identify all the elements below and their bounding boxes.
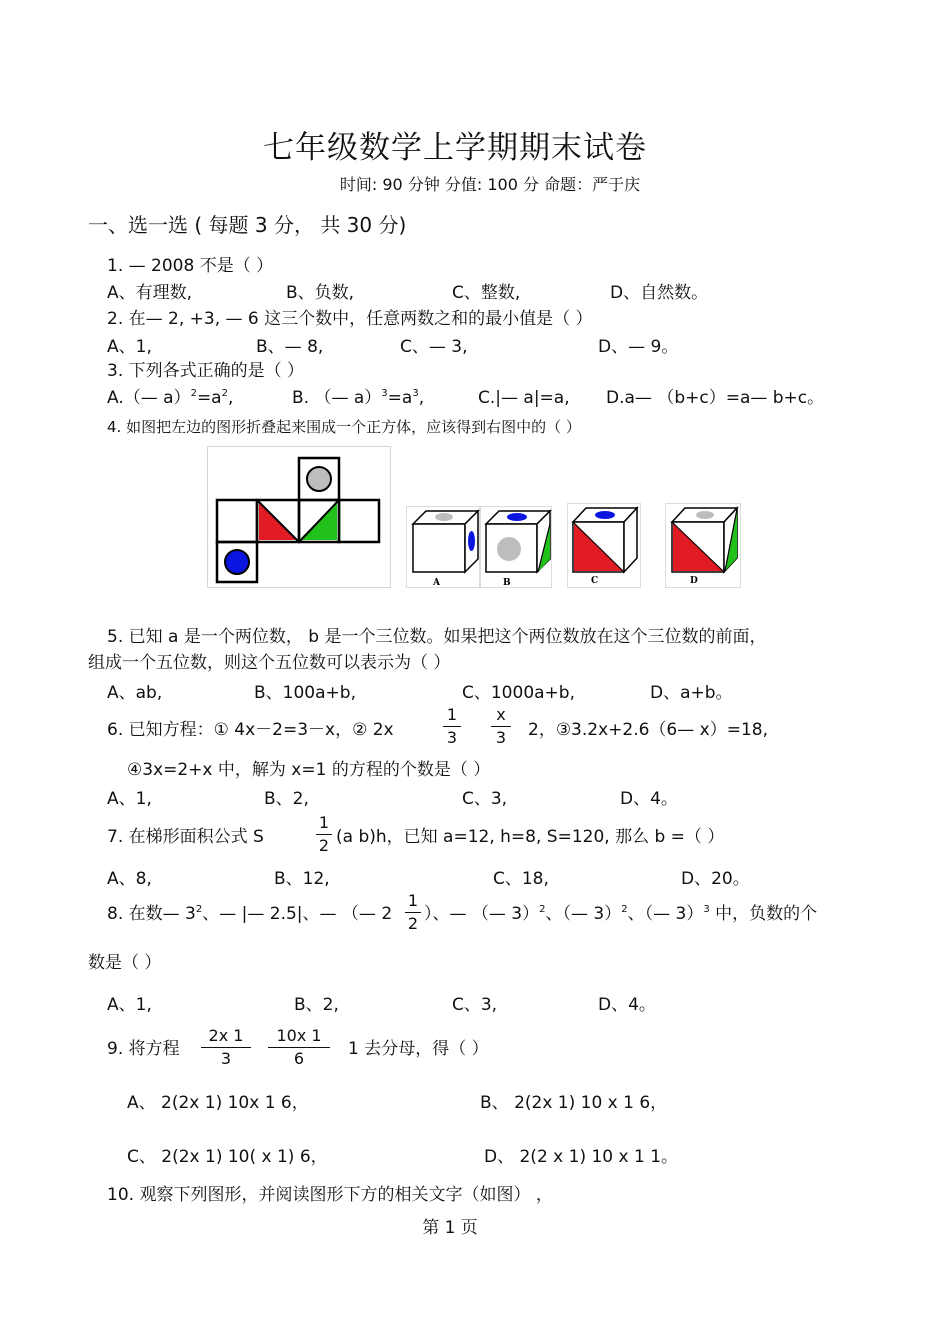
question-2-stem: 2. 在— 2, +3, — 6 这三个数中，任意两数之和的最小值是（ ） bbox=[107, 309, 593, 329]
question-4-stem: 4. 如图把左边的图形折叠起来围成一个正方体，应该得到右图中的（ ） bbox=[107, 418, 581, 436]
cube-a-label: A bbox=[433, 578, 440, 588]
q6-option-c: C、3, bbox=[462, 789, 508, 809]
net-face-1 bbox=[217, 500, 257, 542]
q3b-end: , bbox=[418, 388, 425, 408]
q8-option-d: D、4。 bbox=[598, 995, 656, 1015]
q6-f2-num: x bbox=[496, 705, 506, 724]
question-6-stem: 6. 已知方程：① 4x－2=3－x，② 2x bbox=[107, 720, 394, 740]
q3a-end: , bbox=[227, 388, 234, 408]
cube-a-front bbox=[413, 524, 465, 572]
q6-fraction-2 bbox=[491, 706, 511, 747]
q8-option-c: C、3, bbox=[452, 995, 498, 1015]
net-face-4 bbox=[339, 500, 379, 542]
q6-f1-bar bbox=[443, 726, 461, 727]
question-5-line-2: 组成一个五位数，则这个五位数可以表示为（ ） bbox=[88, 653, 451, 673]
q7-option-a: A、8, bbox=[107, 869, 152, 889]
q8-text-6: 中，负数的个 bbox=[709, 904, 818, 924]
q9-option-d: D、 2(2 x 1) 10 x 1 1。 bbox=[484, 1147, 679, 1167]
cube-d-label: D bbox=[690, 576, 698, 586]
q2-option-d: D、— 9。 bbox=[598, 337, 679, 357]
q9-option-b: B、 2(2x 1) 10 x 1 6， bbox=[480, 1093, 668, 1113]
q8-exp-2: 2 bbox=[539, 904, 546, 915]
question-5-line-1: 5. 已知 a 是一个两位数， b 是一个三位数。如果把这个两位数放在这个三位数的前面， bbox=[107, 627, 767, 647]
net-gray-circle bbox=[307, 467, 331, 491]
q9-f1-num: 2x 1 bbox=[208, 1026, 244, 1045]
cube-net-figure bbox=[207, 446, 391, 588]
q8-bar bbox=[405, 912, 421, 913]
q8-text-3: ）、— （— 3） bbox=[424, 904, 540, 924]
q6-f1-num: 1 bbox=[446, 705, 458, 724]
q8-exp-3: 2 bbox=[621, 904, 628, 915]
question-9-stem: 9. 将方程 bbox=[107, 1039, 180, 1059]
question-8-stem-a bbox=[107, 904, 392, 924]
q8-den: 2 bbox=[407, 914, 419, 933]
cube-a-blue-mark bbox=[468, 531, 475, 551]
q7-bar bbox=[316, 834, 332, 835]
page-number: 第 1 页 bbox=[422, 1218, 478, 1238]
q6-f2-bar bbox=[491, 726, 511, 727]
q9-fraction-2 bbox=[268, 1027, 330, 1068]
q5-option-b: B、100a+b, bbox=[254, 683, 356, 703]
q8-text-5: 、（— 3） bbox=[627, 904, 704, 924]
q9-f2-num: 10x 1 bbox=[276, 1026, 322, 1045]
question-6-stem-end: 2，③3.2x+2.6（6— x）=18, bbox=[528, 720, 768, 740]
cube-d-gray-mark bbox=[696, 511, 714, 519]
q3a-exp2: 2 bbox=[221, 388, 228, 399]
q2-option-b: B、— 8, bbox=[256, 337, 324, 357]
q3a-text: A.（— a） bbox=[107, 388, 191, 408]
section-heading: 一、选一选 ( 每题 3 分， 共 30 分) bbox=[88, 213, 407, 237]
q6-fraction-1 bbox=[443, 706, 461, 747]
q3a-text2: =a bbox=[196, 388, 222, 408]
cube-b-gray-mark bbox=[497, 537, 521, 561]
question-10-stem: 10. 观察下列图形，并阅读图形下方的相关文字（如图） ， bbox=[107, 1185, 553, 1205]
question-7-stem: 7. 在梯形面积公式 S bbox=[107, 827, 264, 847]
q1-option-b: B、负数, bbox=[286, 283, 355, 303]
q6-f2-den: 3 bbox=[495, 728, 507, 747]
q8-option-b: B、2, bbox=[294, 995, 339, 1015]
q3a-exp: 2 bbox=[190, 388, 197, 399]
exam-meta: 时间: 90 分钟 分值: 100 分 命题：严于庆 bbox=[339, 175, 641, 194]
q3-option-c: C.|— a|=a, bbox=[478, 388, 570, 408]
q6-option-a: A、1, bbox=[107, 789, 152, 809]
cube-option-d bbox=[665, 503, 741, 588]
question-9-stem-end: 1 去分母，得（ ） bbox=[348, 1039, 489, 1059]
q3-option-b bbox=[292, 388, 424, 408]
q8-text-1: 8. 在数— 3 bbox=[107, 904, 196, 924]
q8-fraction bbox=[405, 892, 421, 933]
q6-option-b: B、2, bbox=[264, 789, 309, 809]
cube-option-b bbox=[480, 506, 552, 588]
q8-text-2: 、— |— 2.5|、— （— 2 bbox=[202, 904, 393, 924]
q8-option-a: A、1, bbox=[107, 995, 152, 1015]
q2-option-a: A、1, bbox=[107, 337, 152, 357]
q3-option-d: D.a— （b+c）=a— b+c。 bbox=[606, 388, 825, 408]
q1-option-c: C、整数, bbox=[452, 283, 521, 303]
q9-f1-den: 3 bbox=[220, 1049, 232, 1068]
q8-exp-1: 2 bbox=[195, 904, 203, 915]
q7-fraction bbox=[316, 814, 332, 855]
q8-exp-4: 3 bbox=[703, 904, 710, 915]
question-3-stem: 3. 下列各式正确的是（ ） bbox=[107, 361, 305, 381]
q1-option-a: A、有理数, bbox=[107, 283, 193, 303]
q5-option-a: A、ab, bbox=[107, 683, 163, 703]
q7-option-b: B、12, bbox=[274, 869, 330, 889]
q9-f1-bar bbox=[201, 1047, 251, 1048]
q9-fraction-1 bbox=[201, 1027, 251, 1068]
q8-text-4: 、（— 3） bbox=[545, 904, 622, 924]
q9-option-c: C、 2(2x 1) 10( x 1) 6， bbox=[127, 1147, 328, 1167]
q3-option-a bbox=[107, 388, 233, 408]
q7-den: 2 bbox=[318, 836, 330, 855]
q7-num: 1 bbox=[318, 813, 330, 832]
cube-c-blue-mark bbox=[595, 511, 615, 519]
cube-a-gray-mark bbox=[435, 513, 453, 521]
cube-option-a bbox=[406, 506, 480, 588]
cube-b-label: B bbox=[503, 578, 511, 588]
q9-f2-den: 6 bbox=[293, 1049, 305, 1068]
q1-option-d: D、自然数。 bbox=[610, 283, 709, 303]
q6-option-d: D、4。 bbox=[620, 789, 678, 809]
q6-f1-den: 3 bbox=[446, 728, 458, 747]
question-8-line-2: 数是（ ） bbox=[88, 953, 162, 973]
q7-option-d: D、20。 bbox=[681, 869, 750, 889]
q9-f2-bar bbox=[268, 1047, 330, 1048]
cube-option-c bbox=[567, 503, 641, 588]
question-6-line-2: ④3x=2+x 中，解为 x=1 的方程的个数是（ ） bbox=[127, 760, 491, 780]
q5-option-d: D、a+b。 bbox=[650, 683, 733, 703]
cube-b-blue-mark bbox=[507, 513, 527, 521]
cube-c-label: C bbox=[591, 576, 599, 586]
net-blue-circle bbox=[225, 550, 249, 574]
q9-option-a: A、 2(2x 1) 10x 1 6， bbox=[127, 1093, 309, 1113]
q8-num: 1 bbox=[407, 891, 419, 910]
q3b-exp: 3 bbox=[381, 388, 388, 399]
question-1-stem: 1. — 2008 不是（ ） bbox=[107, 256, 274, 276]
q3b-exp2: 3 bbox=[412, 388, 419, 399]
q3b-text2: =a bbox=[387, 388, 413, 408]
question-8-stem-b bbox=[424, 904, 817, 924]
q5-option-c: C、1000a+b, bbox=[462, 683, 575, 703]
question-7-stem-end: (a b)h，已知 a=12, h=8, S=120, 那么 b =（ ） bbox=[336, 827, 725, 847]
q3b-text: B. （— a） bbox=[292, 388, 382, 408]
q2-option-c: C、— 3, bbox=[400, 337, 468, 357]
q7-option-c: C、18, bbox=[493, 869, 549, 889]
page-title: 七年级数学上学期期末试卷 bbox=[263, 130, 647, 166]
